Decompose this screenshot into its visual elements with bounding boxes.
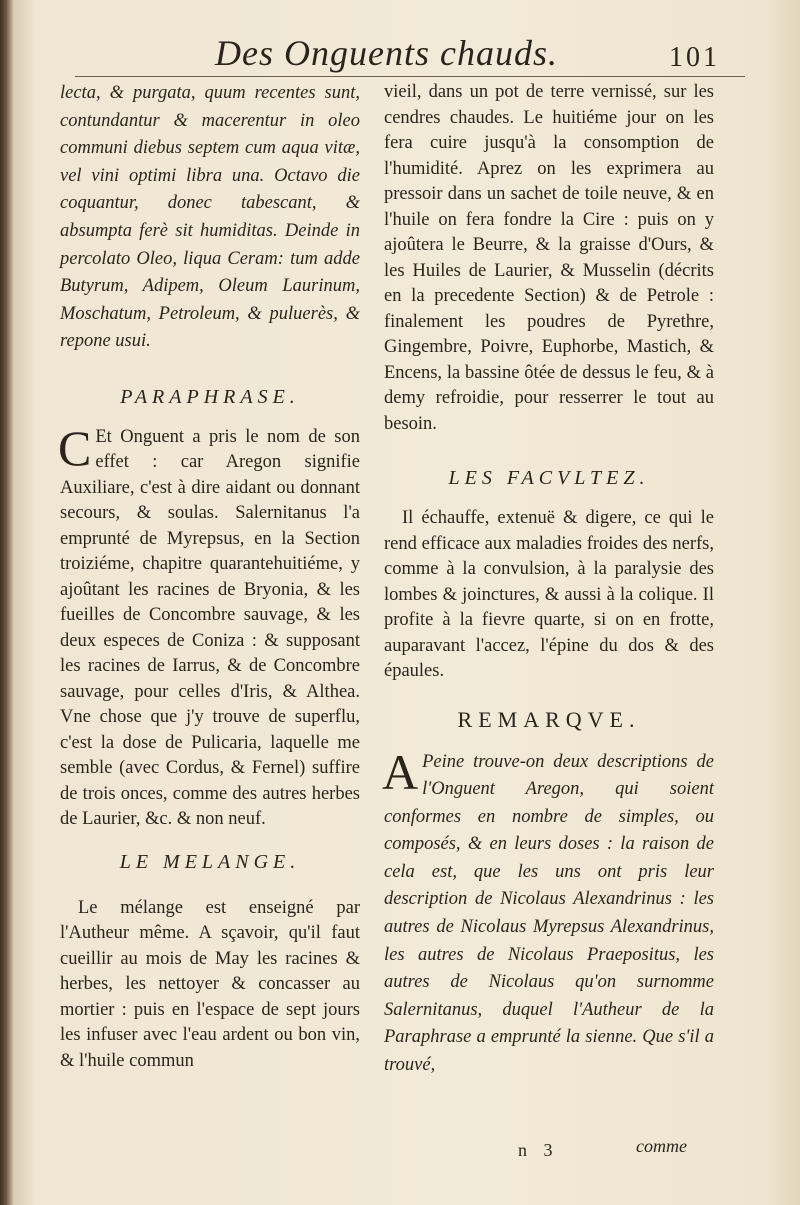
- continued-text: vieil, dans un pot de terre vernissé, sur les cendres chaudes. Le huitiéme jour on les fera cuire jusqu'à la consomption de l'humidité. Aprez on les exprimera au pressoir dans un sachet de toile neuve, & en l'huile on fera fondre la Cire : puis on y ajoûtera le Beurre, & la graisse d'Ours, & les Huiles de Laurier, & Musselin (décrits en la precedente Section) & de Petrole : finalement les poudres de Pyrethre, Gingembre, Poivre, Euphorbe, Mastich, & Encens, la bassine ôtée de dessus le feu, & à demy refroidie, pour resserrer le tout au besoin.: [384, 82, 714, 434]
- page-number: 101: [669, 42, 720, 73]
- signature-mark: n 3: [518, 1140, 559, 1160]
- remarque-text: Peine trouve-on deux descriptions de l'Onguent Aregon, qui soient conformes en nombre de simples, ou composés, & en leurs doses : la raison de cela est, que les uns ont pris leur description de Nicolaus Alexandrinus : les autres de Nicolaus Myrepsus Alexandrinus, les autres de Nicolaus Praepositus, les autres de Nicolaus qu'on surnomme Salernitanus, duquel l'Autheur de la Paraphrase a emprunté la sienne. Que s'il a trouvé,: [384, 751, 714, 1076]
- paraphrase-heading: PARAPHRASE.: [120, 385, 300, 408]
- paraphrase-paragraph: [58, 419, 360, 833]
- running-title: Des Onguents chauds.: [215, 33, 558, 73]
- facultez-text: Il échauffe, extenuë & digere, ce qui le rend efficace aux maladies froides des nerfs, comme à la convulsion, à la paralysie des lombes & joinctures, & aussi à la colique. Il profite à la fievre quarte, si on en frotte, auparavant l'accez, l'épine du dos & des épaules.: [384, 508, 714, 681]
- facultez-heading: LES FACVLTEZ.: [448, 467, 650, 489]
- remarque-paragraph: [382, 743, 714, 1080]
- catchword: comme: [636, 1136, 687, 1156]
- page-header: [60, 28, 760, 88]
- melange-heading: LE MELANGE.: [119, 850, 301, 873]
- left-column: [60, 80, 360, 1074]
- header-rule: [75, 76, 745, 77]
- paraphrase-text: Et Onguent a pris le nom de son effet : car Aregon signifie Auxiliare, c'est à dire aidant ou donnant secours, & soulas. Salernitanus l'a emprunté de Myrepsus, en la Section troiziéme, chapitre quarantehuitiéme, y ajoûtant les racines de Bryonia, & les fueilles de Concombre sauvage, & les deux especes de Coniza : & supposant les racines de Iarrus, & de Concombre sauvage, pour celles d'Iris, & Althea. Vne chose que j'y trouve de superflu, c'est la dose de Pulicaria, laquelle me semble (avec Cordus, & Fernel) suffire de trois onces, comme des autres herbes de Laurier, &c. & non neuf.: [60, 426, 360, 830]
- remarque-heading: REMARQVE.: [457, 706, 641, 732]
- melange-text: Le mélange est enseigné par l'Autheur même. A sçavoir, qu'il faut cueillir au mois de May les racines & herbes, les nettoyer & concasser au mortier : puis en l'espace de sept jours les infuser avec l'eau ardent ou bon vin, & l'huile commun: [60, 897, 360, 1071]
- right-column: [384, 80, 714, 1080]
- drop-cap-a: A: [382, 743, 419, 800]
- latin-recipe-text: lecta, & purgata, quum recentes sunt, contundantur & macerentur in oleo communi diebus septem cum aqua vitæ, vel vini optimi libra una. Octavo die coquantur, donec tabescant, & absumpta ferè sit humiditas. Deinde in percolato Oleo, liqua Ceram: tum adde Butyrum, Adipem, Oleum Laurinum, Moschatum, Petroleum, & puluerès, & repone usui.: [60, 83, 360, 352]
- drop-cap-c: C: [58, 419, 92, 476]
